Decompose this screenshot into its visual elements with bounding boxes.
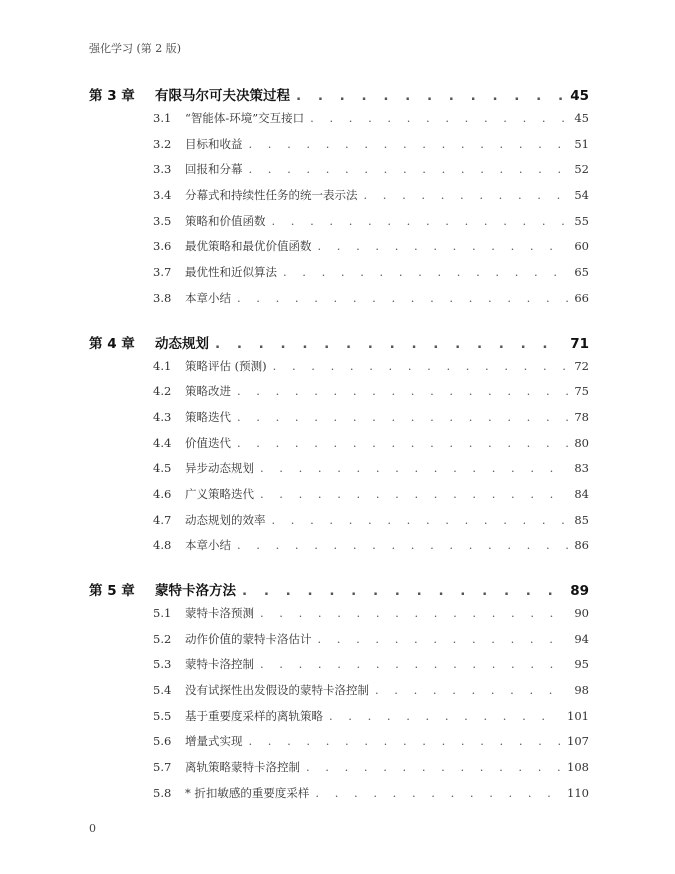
section-number: 3.2 [153, 136, 172, 151]
toc-section-4-1[interactable] [89, 358, 589, 384]
toc-chapter-4[interactable] [89, 332, 589, 358]
section-page: 95 [574, 657, 589, 672]
section-page: 55 [574, 213, 589, 228]
toc-section-4-6[interactable] [89, 486, 589, 512]
toc-section-3-1[interactable] [89, 110, 589, 136]
section-page: 101 [567, 708, 589, 723]
section-number: 4.2 [153, 384, 172, 399]
dot-leader [273, 359, 569, 373]
dot-leader [237, 538, 568, 552]
section-title: * 折扣敏感的重要度采样 [185, 785, 310, 800]
section-number: 5.8 [153, 785, 172, 800]
dot-leader [315, 786, 561, 800]
dot-leader [329, 709, 561, 723]
section-number: 3.4 [153, 188, 172, 203]
section-page: 107 [567, 734, 589, 749]
dot-leader [215, 336, 564, 352]
chapter-title: 蒙特卡洛方法 [155, 583, 236, 599]
dot-leader [272, 214, 569, 228]
dot-leader [318, 239, 569, 253]
dot-leader [237, 384, 568, 398]
dot-leader [242, 583, 564, 599]
section-title: 蒙特卡洛控制 [185, 657, 254, 672]
section-number: 3.3 [153, 162, 172, 177]
section-page: 60 [574, 239, 589, 254]
chapter-page: 89 [570, 583, 589, 599]
toc-section-5-1[interactable] [89, 605, 589, 631]
toc-section-5-7[interactable] [89, 759, 589, 785]
section-page: 75 [574, 384, 589, 399]
section-title: 策略改进 [185, 384, 231, 399]
section-page: 86 [574, 538, 589, 553]
section-title: 价值迭代 [185, 435, 231, 450]
dot-leader [260, 487, 568, 501]
section-number: 5.5 [153, 708, 172, 723]
section-number: 4.8 [153, 538, 172, 553]
section-number: 5.4 [153, 683, 172, 698]
dot-leader [249, 162, 569, 176]
chapter-title: 有限马尔可夫决策过程 [155, 88, 290, 104]
section-number: 4.1 [153, 358, 172, 373]
dot-leader [310, 111, 568, 125]
section-title: 没有试探性出发假设的蒙特卡洛控制 [185, 683, 369, 698]
section-title: 策略和价值函数 [185, 213, 266, 228]
section-number: 5.2 [153, 631, 172, 646]
chapter-page: 71 [570, 335, 589, 352]
section-page: 80 [574, 435, 589, 450]
section-page: 84 [574, 486, 589, 501]
section-title: 本章小结 [185, 290, 231, 305]
section-number: 4.3 [153, 409, 172, 424]
section-number: 3.7 [153, 265, 172, 280]
section-number: 4.6 [153, 486, 172, 501]
section-title: 策略评估 (预测) [185, 358, 267, 373]
section-title: 本章小结 [185, 538, 231, 553]
toc-section-4-8[interactable] [89, 537, 589, 563]
section-page: 110 [567, 785, 589, 800]
dot-leader [364, 188, 569, 202]
toc-section-4-3[interactable] [89, 409, 589, 435]
chapter-number: 第 3 章 [89, 88, 135, 104]
toc-section-4-7[interactable] [89, 512, 589, 538]
toc-section-5-8[interactable] [89, 785, 589, 811]
section-title: 离轨策略蒙特卡洛控制 [185, 760, 300, 775]
section-title: 动作价值的蒙特卡洛估计 [185, 631, 312, 646]
dot-leader [318, 632, 569, 646]
chapter-page: 45 [570, 88, 589, 104]
toc-section-5-3[interactable] [89, 656, 589, 682]
section-title: 策略迭代 [185, 409, 231, 424]
toc-section-5-6[interactable] [89, 733, 589, 759]
toc-section-3-8[interactable] [89, 290, 589, 316]
toc-section-5-4[interactable] [89, 682, 589, 708]
section-page: 90 [574, 606, 589, 620]
toc-chapter-5[interactable] [89, 579, 589, 605]
section-title: 基于重要度采样的离轨策略 [185, 708, 323, 723]
section-number: 5.6 [153, 734, 172, 749]
section-number: 4.5 [153, 461, 172, 476]
section-number: 3.5 [153, 213, 172, 228]
section-page: 54 [574, 188, 589, 203]
chapter-title: 动态规划 [155, 335, 209, 352]
section-page: 94 [574, 631, 589, 646]
dot-leader [283, 265, 568, 279]
page-folio: 0 [89, 822, 96, 835]
section-title: 增量式实现 [185, 734, 243, 749]
section-page: 98 [574, 683, 589, 698]
section-title: 回报和分幕 [185, 162, 243, 177]
section-page: 66 [574, 290, 589, 305]
chapter-number: 第 4 章 [89, 335, 135, 352]
toc-section-3-2[interactable] [89, 136, 589, 162]
dot-leader [249, 137, 569, 151]
toc-section-3-3[interactable] [89, 161, 589, 187]
dot-leader [260, 606, 568, 620]
section-title: 蒙特卡洛预测 [185, 606, 254, 620]
section-title: 异步动态规划 [185, 461, 254, 476]
dot-leader [260, 461, 568, 475]
toc-section-3-7[interactable] [89, 264, 589, 290]
section-title: 目标和收益 [185, 136, 243, 151]
section-page: 45 [574, 111, 589, 125]
toc-section-4-5[interactable] [89, 460, 589, 486]
section-page: 108 [567, 760, 589, 775]
toc-section-4-4[interactable] [89, 435, 589, 461]
section-title: “智能体-环境”交互接口 [185, 111, 305, 125]
running-header: 强化学习 (第 2 版) [89, 42, 182, 55]
section-page: 83 [574, 461, 589, 476]
toc-section-3-6[interactable] [89, 238, 589, 264]
section-page: 72 [574, 358, 589, 373]
section-number: 5.1 [153, 606, 172, 620]
section-title: 分幕式和持续性任务的统一表示法 [185, 188, 358, 203]
section-title: 最优策略和最优价值函数 [185, 239, 312, 254]
toc-chapter-3[interactable] [89, 84, 589, 110]
section-page: 78 [574, 409, 589, 424]
section-number: 3.6 [153, 239, 172, 254]
section-page: 85 [574, 512, 589, 527]
dot-leader [249, 734, 562, 748]
dot-leader [237, 410, 568, 424]
toc-section-3-5[interactable] [89, 213, 589, 239]
toc-section-5-2[interactable] [89, 631, 589, 657]
dot-leader [260, 657, 568, 671]
section-number: 4.7 [153, 512, 172, 527]
section-number: 4.4 [153, 435, 172, 450]
section-page: 65 [574, 265, 589, 280]
dot-leader [296, 88, 564, 104]
dot-leader [237, 291, 568, 305]
section-page: 51 [574, 136, 589, 151]
section-number: 3.1 [153, 111, 172, 125]
dot-leader [272, 513, 569, 527]
dot-leader [237, 436, 568, 450]
section-title: 广义策略迭代 [185, 486, 254, 501]
chapter-number: 第 5 章 [89, 583, 135, 599]
toc-section-4-2[interactable] [89, 383, 589, 409]
section-page: 52 [574, 162, 589, 177]
section-number: 3.8 [153, 290, 172, 305]
dot-leader [306, 760, 561, 774]
toc-section-3-4[interactable] [89, 187, 589, 213]
section-number: 5.3 [153, 657, 172, 672]
section-number: 5.7 [153, 760, 172, 775]
section-title: 动态规划的效率 [185, 512, 266, 527]
toc-section-5-5[interactable] [89, 708, 589, 734]
section-title: 最优性和近似算法 [185, 265, 277, 280]
dot-leader [375, 683, 568, 697]
table-of-contents [89, 84, 589, 811]
